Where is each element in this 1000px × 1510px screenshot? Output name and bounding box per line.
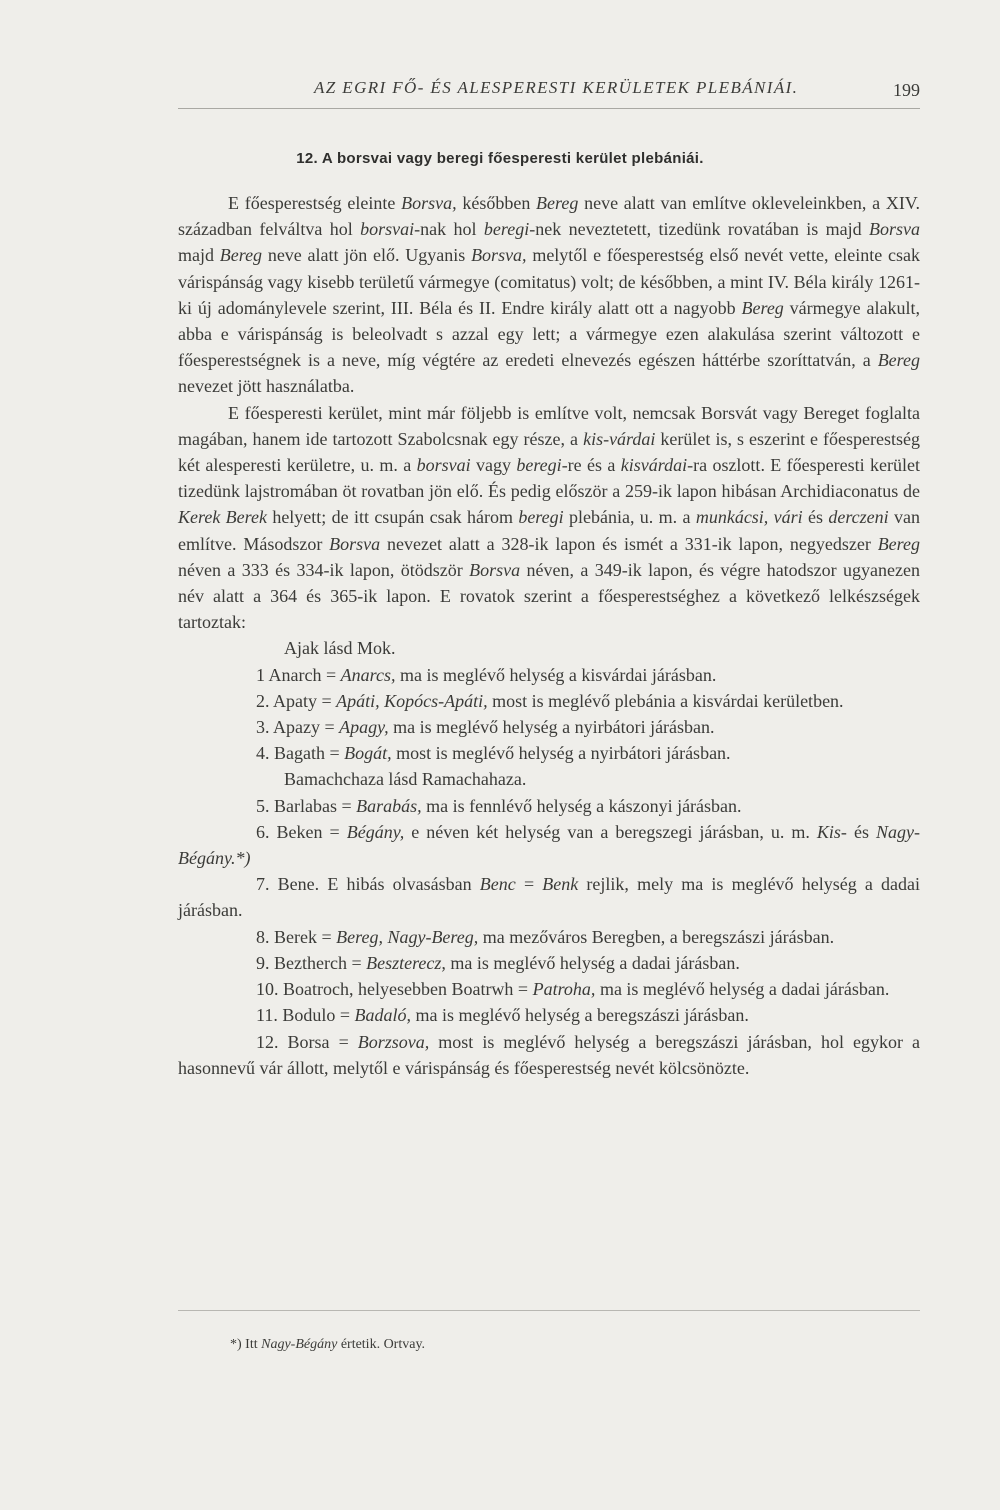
text: most is meglévő plebánia a kisvárdai kerületben. [487, 690, 844, 711]
italic-text: Badaló, [354, 1005, 411, 1026]
italic-text: kis-várdai [583, 428, 656, 449]
italic-text: beregi [483, 219, 530, 240]
text: 7. Bene. E hibás olvasásban [256, 874, 480, 895]
italic-text: beregi [516, 455, 562, 476]
italic-text: borsvai [360, 219, 415, 240]
header-rule [178, 108, 920, 109]
list-item [178, 740, 920, 766]
text: ma mezőváros Beregben, a beregszászi járásban. [478, 926, 835, 947]
italic-text: Barabás, [356, 795, 422, 816]
text: 3. Apazy = [256, 717, 340, 738]
list-item [178, 871, 920, 923]
text: rejlik, mely ma is meglévő helység a dadai járásban. [178, 874, 921, 921]
text: 9. Beztherch = [256, 952, 367, 973]
italic-text: Kerek Berek [178, 507, 267, 528]
italic-text: Borsva [329, 533, 381, 554]
italic-text: Nagy-Bégány [261, 1337, 338, 1352]
running-title: AZ EGRI FŐ- ÉS ALESPERESTI KERÜLETEK PLEBÁNIÁI. [314, 78, 799, 97]
text: neve alatt van említve okleveleinkben, a XIV. században felváltva hol [178, 193, 920, 240]
list-item [178, 819, 920, 871]
italic-text: derczeni [828, 507, 889, 528]
italic-text: Patroha, [532, 979, 596, 1000]
italic-text: borsvai [416, 455, 471, 476]
italic-text: Kis- [816, 821, 847, 842]
section-heading: 12. A borsvai vagy beregi főesperesti kerület plebániái. [296, 150, 704, 167]
footnote [230, 1337, 425, 1353]
text: -nak hol [414, 219, 484, 240]
italic-text: Benc [479, 874, 516, 895]
paragraph-intro [178, 190, 920, 400]
italic-text: Apagy, [339, 717, 389, 738]
text: vagy [470, 455, 517, 476]
text: 5. Barlabas = [256, 795, 357, 816]
text: *) Itt [230, 1337, 262, 1352]
text: nevezet jött használatba. [178, 376, 355, 397]
italic-text: Borsva, [471, 245, 527, 266]
italic-text: kisvárdai [620, 455, 688, 476]
list-item [178, 976, 920, 1002]
italic-text: Bereg [536, 193, 579, 213]
text: ma is meglévő helység a dadai járásban. [445, 952, 740, 973]
list-item [178, 1002, 920, 1028]
text: -ra oszlott. E főesperesti kerület tizedünk lajstromában öt rovatban jön elő. És pedig először a 259-ik lapon hibásan Archidiaconatus de [178, 455, 920, 502]
text: 10. Boatroch, helyesebben Boatrwh = [256, 979, 533, 1000]
list-item [178, 793, 920, 819]
text: E főesperesti kerület, mint már följebb is említve volt, nemcsak Borsvát vagy Bereget foglalta magában, hanem ide tartozott Szabolcsnak egy része, a [178, 402, 920, 449]
text: 6. Beken = [256, 821, 347, 842]
paragraph-district [178, 400, 920, 636]
italic-text: Anarcs, [340, 664, 396, 685]
italic-text: Borzsova, [357, 1031, 430, 1052]
text: 12. Borsa = [256, 1031, 358, 1052]
text: 11. Bodulo = [256, 1005, 355, 1026]
text: nevezet alatt a 328-ik lapon és ismét a 331-ik lapon, negyedszer [380, 533, 878, 554]
list-item [178, 924, 920, 950]
italic-text: Bereg, Nagy-Bereg, [336, 926, 479, 947]
cross-reference-bamach: Bamachchaza lásd Ramachahaza. [284, 769, 527, 790]
italic-text: Bereg [877, 533, 920, 554]
italic-text: Borsva [869, 219, 921, 240]
text: 1 Anarch = [256, 664, 341, 685]
italic-text: Bereg [877, 350, 920, 371]
text: későbben [456, 193, 537, 213]
text: van említve. Másodszor [178, 507, 920, 554]
text: helyett; de itt csupán csak három [266, 507, 519, 528]
text: és [846, 821, 876, 842]
text: most is meglévő helység a beregszászi járásban, hol egykor a hasonnevű vár állott, melytől e várispánság és főesperestség nevét kölcsönözte. [178, 1031, 920, 1078]
italic-text: Bégány, [346, 821, 405, 842]
italic-text: beregi [518, 507, 564, 528]
italic-text: Bogát, [344, 743, 392, 764]
text: ma is meglévő helység a dadai járásban. [595, 979, 890, 1000]
cross-reference-ajak: Ajak lásd Mok. [284, 638, 396, 659]
text: ma is fennlévő helység a kászonyi járásban. [421, 795, 742, 816]
list-item [178, 1029, 920, 1081]
page-number: 199 [893, 80, 920, 100]
text: és [802, 507, 829, 528]
text: vármegye alakult, abba e várispánság is beleolvadt s azzal egy lett; a vármegye ezen alakulása szerint változott e főesperestségnek is a neve, míg végtére az eredeti elnevezés egészen háttérbe szoríttatván, a [178, 297, 920, 371]
text: majd [178, 245, 220, 266]
text: 8. Berek = [256, 926, 337, 947]
text: ma is meglévő helység a kisvárdai járásban. [395, 664, 717, 685]
text: 2. Apaty = [256, 690, 337, 711]
italic-text: Borsva [469, 559, 521, 580]
footnote-rule [178, 1310, 920, 1311]
text: néven, a 349-ik lapon, és végre hatodszor ugyanezen név alatt a 364 és 365-ik lapon. E rovatok szerint a főesperestséghez a következő lelkészségek tartoztak: [178, 559, 921, 633]
text: néven a 333 és 334-ik lapon, ötödször [178, 559, 470, 580]
body-text [178, 190, 920, 1081]
text: -nek neveztetett, tizedünk rovatában is majd [529, 219, 870, 240]
text: ma is meglévő helység a beregszászi járásban. [411, 1005, 749, 1026]
list-item [178, 688, 920, 714]
text: neve alatt jön elő. Ugyanis [262, 245, 472, 266]
text: kerület is, s eszerint e főesperestség két alesperesti kerületre, u. m. a [178, 428, 920, 476]
text: melytől e főesperestség első nevét vette, eleinte csak várispánság vagy kisebb területű vármegye (comitatus) volt; de későbben, a mint IV. Béla király 1261-ki új adománylevele szerint, III. Béla és II. Endre király alatt ott a nagyobb [178, 245, 920, 318]
running-header [178, 78, 920, 108]
list-item [178, 950, 920, 976]
list-item [178, 714, 920, 740]
text: = [515, 874, 543, 895]
text: ma is meglévő helység a nyirbátori járásban. [388, 717, 715, 738]
text: most is meglévő helység a nyirbátori járásban. [391, 743, 731, 764]
text: értetik. Ortvay. [337, 1337, 426, 1352]
italic-text: Borsva, [401, 193, 457, 213]
italic-text: Beszterecz, [366, 952, 446, 973]
italic-text: munkácsi, vári [695, 507, 803, 528]
text: 4. Bagath = [256, 743, 345, 764]
text: e néven két helység van a beregszegi járásban, u. m. [404, 821, 817, 842]
italic-text: Bereg [219, 245, 263, 266]
text: E főesperestség eleinte [228, 193, 402, 213]
list-item [178, 662, 920, 688]
italic-text: Bereg [741, 297, 784, 318]
text: -re és a [561, 455, 621, 476]
italic-text: Apáti, Kopócs-Apáti, [336, 690, 488, 711]
italic-text: Benk [542, 874, 579, 895]
text: plebánia, u. m. a [563, 507, 696, 528]
italic-text: Nagy-Bégány.*) [178, 821, 920, 869]
